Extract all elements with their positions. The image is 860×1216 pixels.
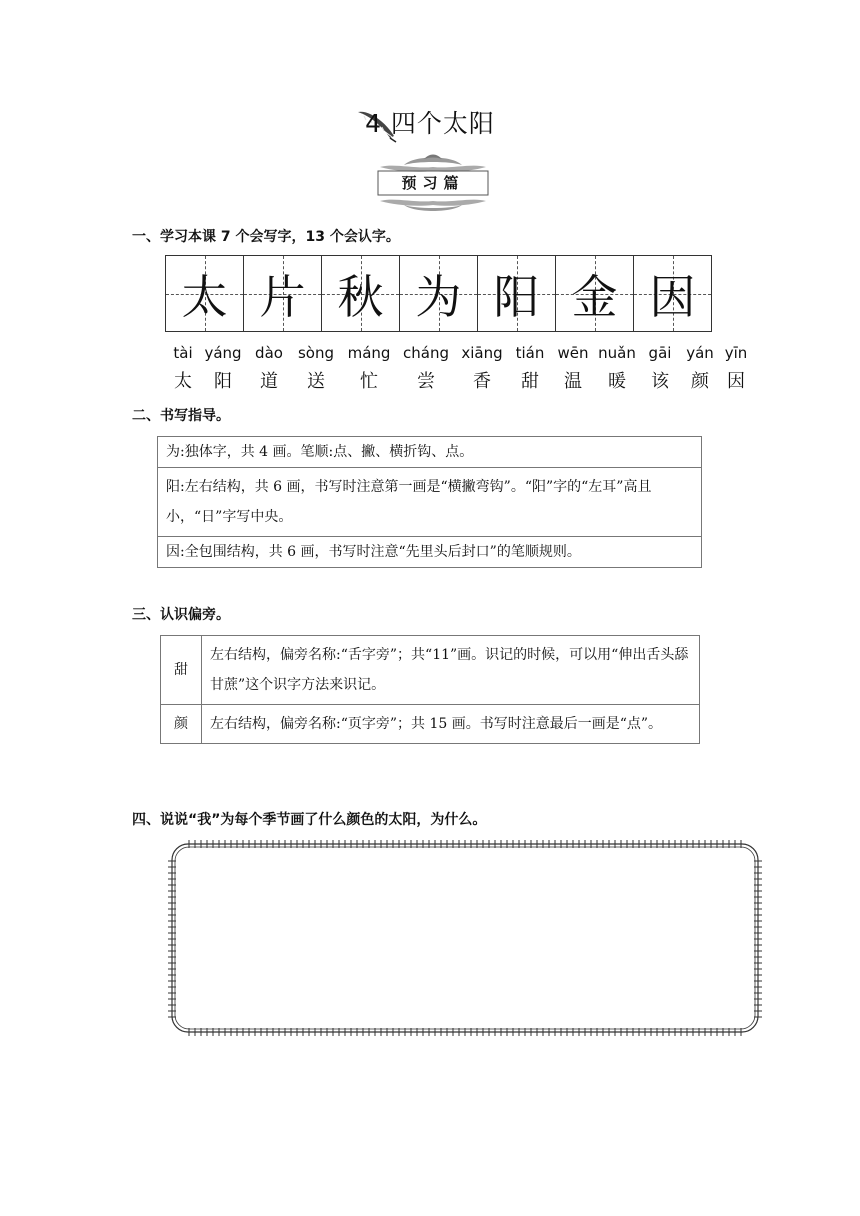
write-char: 阳 bbox=[493, 269, 540, 324]
pinyin: tài bbox=[173, 344, 193, 362]
table-row bbox=[161, 705, 700, 744]
table-cell: 阳:左右结构，共 6 画，书写时注意第一画是“横撇弯钩”。“阳”字的“左耳”高且小，“日”字写中央。 bbox=[158, 468, 702, 537]
char-cell bbox=[244, 256, 322, 331]
read-char: 尝 bbox=[417, 371, 435, 392]
section-heading-writing-guide: 二、书写指导。 bbox=[132, 408, 230, 424]
pinyin: xiāng bbox=[461, 344, 503, 362]
pinyin: yáng bbox=[204, 344, 242, 362]
section-heading-discussion: 四、说说“我”为每个季节画了什么颜色的太阳，为什么。 bbox=[132, 812, 487, 828]
read-char: 暖 bbox=[608, 371, 626, 392]
read-char: 太 bbox=[174, 371, 192, 392]
write-char: 因 bbox=[649, 269, 696, 324]
write-char: 金 bbox=[571, 269, 618, 324]
pinyin: tián bbox=[515, 344, 545, 362]
radical-description: 左右结构，偏旁名称:“页字旁”；共 15 画。书写时注意最后一画是“点”。 bbox=[202, 705, 700, 744]
section-heading-radicals: 三、认识偏旁。 bbox=[132, 607, 230, 623]
char-cell bbox=[556, 256, 634, 331]
pinyin: yán bbox=[686, 344, 714, 362]
title-block bbox=[0, 104, 860, 140]
char-cell bbox=[400, 256, 478, 331]
char-cell bbox=[322, 256, 400, 331]
answer-box[interactable] bbox=[168, 840, 762, 1036]
read-char: 该 bbox=[651, 371, 669, 392]
radical-description: 左右结构，偏旁名称:“舌字旁”；共“11”画。识记的时候，可以用“伸出舌头舔甘蔗”这个识字方法来识记。 bbox=[202, 636, 700, 705]
writing-char-grid bbox=[165, 255, 712, 332]
section-banner-title: 预习篇 bbox=[401, 174, 465, 192]
writing-guide-table bbox=[157, 436, 702, 568]
table-row bbox=[158, 468, 702, 537]
char-cell bbox=[634, 256, 711, 331]
read-char: 忙 bbox=[360, 371, 378, 392]
pinyin-row bbox=[167, 344, 767, 362]
write-char: 秋 bbox=[337, 269, 384, 324]
radical-table bbox=[160, 635, 700, 744]
read-char-row bbox=[167, 367, 767, 393]
read-char: 温 bbox=[564, 371, 582, 392]
read-char: 香 bbox=[473, 371, 491, 392]
read-char: 阳 bbox=[214, 371, 232, 392]
pinyin: sòng bbox=[297, 344, 335, 362]
write-char: 片 bbox=[259, 269, 306, 324]
write-char: 为 bbox=[415, 269, 462, 324]
read-char: 甜 bbox=[521, 371, 539, 392]
read-char: 因 bbox=[727, 371, 745, 392]
table-row bbox=[158, 437, 702, 468]
table-cell: 因:全包围结构，共 6 画，书写时注意“先里头后封口”的笔顺规则。 bbox=[158, 537, 702, 568]
pinyin: yīn bbox=[724, 344, 748, 362]
pinyin: nuǎn bbox=[598, 344, 636, 362]
pinyin: dào bbox=[255, 344, 283, 362]
write-char: 太 bbox=[181, 269, 228, 324]
page-title: 4 四个太阳 bbox=[365, 109, 495, 138]
table-cell: 为:独体字，共 4 画。笔顺:点、撇、横折钩、点。 bbox=[158, 437, 702, 468]
table-row bbox=[158, 537, 702, 568]
pinyin: máng bbox=[347, 344, 391, 362]
pinyin: cháng bbox=[403, 344, 449, 362]
table-row bbox=[161, 636, 700, 705]
char-cell bbox=[166, 256, 244, 331]
section-heading-learn-chars: 一、学习本课 7 个会写字，13 个会认字。 bbox=[132, 229, 400, 245]
read-char: 送 bbox=[307, 371, 325, 392]
char-cell bbox=[478, 256, 556, 331]
pinyin: gāi bbox=[648, 344, 672, 362]
radical-char: 甜 bbox=[161, 636, 202, 705]
read-char: 颜 bbox=[691, 371, 709, 392]
read-char: 道 bbox=[260, 371, 278, 392]
pinyin: wēn bbox=[557, 344, 589, 362]
radical-char: 颜 bbox=[161, 705, 202, 744]
